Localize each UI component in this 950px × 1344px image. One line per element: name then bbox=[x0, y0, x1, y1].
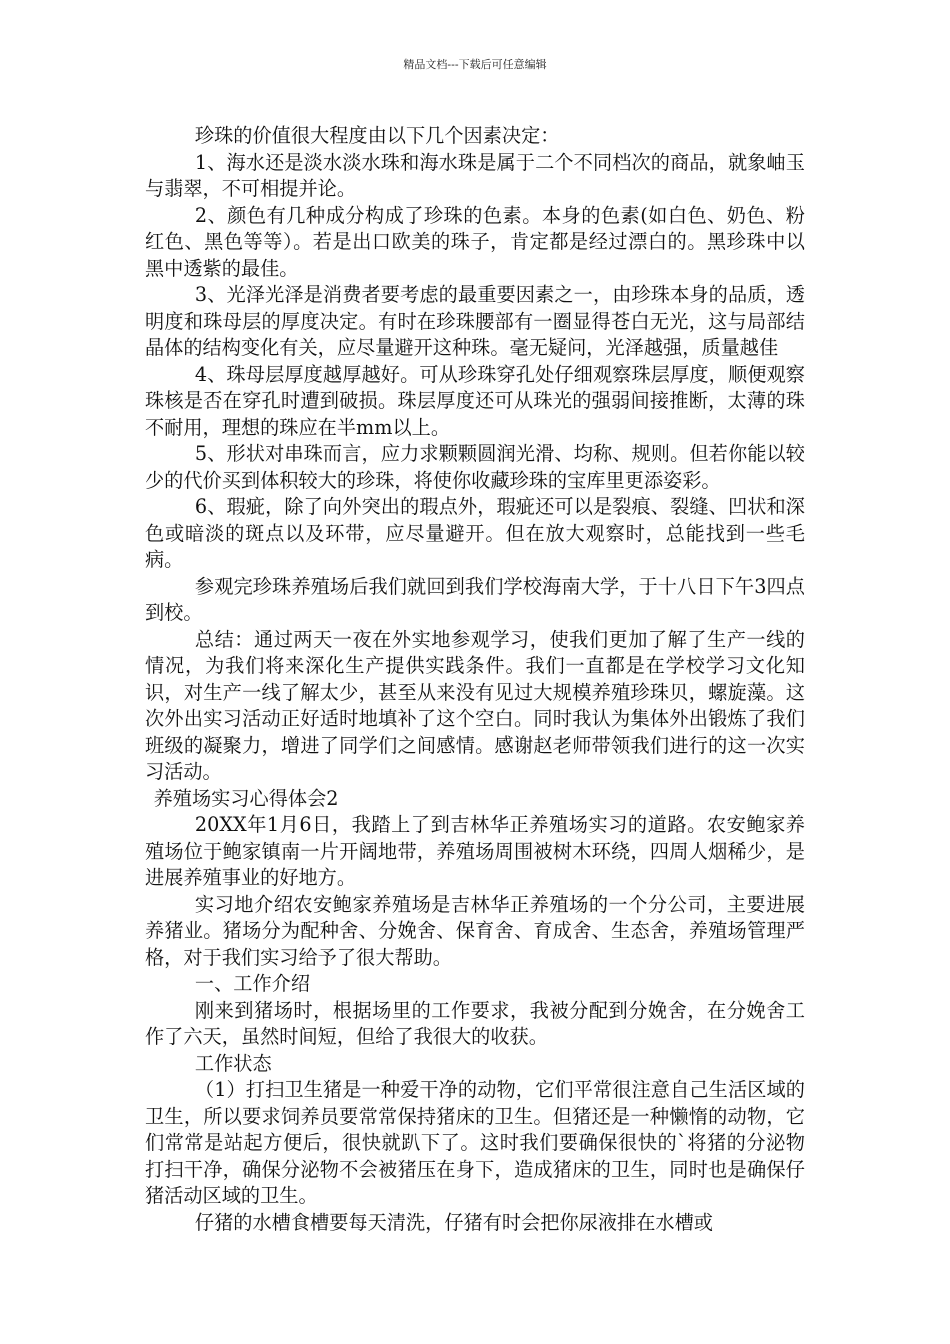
page-header: 精品文档---下载后可任意编辑 bbox=[403, 58, 547, 71]
paragraph-factor-3: 3、光泽光泽是消费者要考虑的最重要因素之一，由珍珠本身的品质，透明度和珠母层的厚度决定。有时在珍珠腰部有一圈显得苍白无光，这与局部结晶体的结构变化有关，应尽量避开这种珠。毫无疑问，光泽越强，质量越佳 bbox=[145, 283, 805, 359]
paragraph-factor-5: 5、形状对串珠而言，应力求颗颗圆润光滑、均称、规则。但若你能以较少的代价买到体积较大的珍珠，将使你收藏珍珠的宝库里更添姿彩。 bbox=[145, 442, 805, 492]
document-body bbox=[145, 123, 805, 1236]
subheading-work-status: 工作状态 bbox=[194, 1051, 272, 1075]
subheading-work-intro: 一、工作介绍 bbox=[194, 972, 311, 995]
paragraph-factor-2: 2、颜色有几种成分构成了珍珠的色素。本身的色素(如白色、奶色、粉红色、黑色等等）。若是出口欧美的珠子，肯定都是经过漂白的。黑珍珠中以黑中透紫的最佳。 bbox=[145, 203, 805, 280]
paragraph-factor-6: 6、瑕疵，除了向外突出的瑕点外，瑕疵还可以是裂痕、裂缝、凹状和深色或暗淡的斑点以及环带，应尽量避开。但在放大观察时，总能找到一些毛病。 bbox=[145, 495, 805, 571]
section-heading-2: 养殖场实习心得体会2 bbox=[153, 786, 339, 810]
paragraph-intro: 珍珠的价值很大程度由以下几个因素决定： bbox=[194, 124, 560, 147]
paragraph-assignment: 刚来到猪场时，根据场里的工作要求，我被分配到分娩舍，在分娩舍工作了六天，虽然时间短，但给了我很大的收获。 bbox=[145, 998, 805, 1048]
paragraph-return: 参观完珍珠养殖场后我们就回到我们学校海南大学，于十八日下午3四点到校。 bbox=[145, 574, 805, 624]
paragraph-arrival: 20XX年1月6日，我踏上了到吉林华正养殖场实习的道路。农安鲍家养殖场位于鲍家镇南一片开阔地带，养殖场周围被树木环绕，四周人烟稀少，是进展养殖事业的好地方。 bbox=[145, 813, 805, 889]
paragraph-site-intro: 实习地介绍农安鲍家养殖场是吉林华正养殖场的一个分公司，主要进展养猪业。猪场分为配种舍、分娩舍、保育舍、育成舍、生态舍，养殖场管理严格，对于我们实习给予了很大帮助。 bbox=[145, 892, 805, 969]
paragraph-factor-1: 1、海水还是淡水淡水珠和海水珠是属于二个不同档次的商品，就象岫玉与翡翠，不可相提并论。 bbox=[145, 150, 805, 200]
paragraph-cleaning: （1）打扫卫生猪是一种爱干净的动物，它们平常很注意自己生活区域的卫生，所以要求饲养员要常常保持猪床的卫生。但猪还是一种懒惰的动物，它们常常是站起方便后，很快就趴下了。这时我们要确保很快的`将猪的分泌物打扫干净，确保分泌物不会被猪压在身下，造成猪床的卫生，同时也是确保仔猪活动区域的卫生。 bbox=[145, 1078, 805, 1207]
paragraph-summary: 总结：通过两天一夜在外实地参观学习，使我们更加了解了生产一线的情况，为我们将来深化生产提供实践条件。我们一直都是在学校学习文化知识，对生产一线了解太少，甚至从来没有见过大规模养殖珍珠贝，螺旋藻。这次外出实习活动正好适时地填补了这个空白。同时我认为集体外出锻炼了我们班级的凝聚力，增进了同学们之间感情。感谢赵老师带领我们进行的这一次实习活动。 bbox=[145, 627, 805, 783]
paragraph-trough: 仔猪的水槽食槽要每天清洗，仔猪有时会把你尿液排在水槽或 bbox=[194, 1210, 713, 1234]
paragraph-factor-4: 4、珠母层厚度越厚越好。可从珍珠穿孔处仔细观察珠层厚度，顺便观察珠核是否在穿孔时遭到破损。珠层厚度还可从珠光的强弱间接推断，太薄的珠不耐用，理想的珠应在半mm以上。 bbox=[145, 362, 805, 439]
